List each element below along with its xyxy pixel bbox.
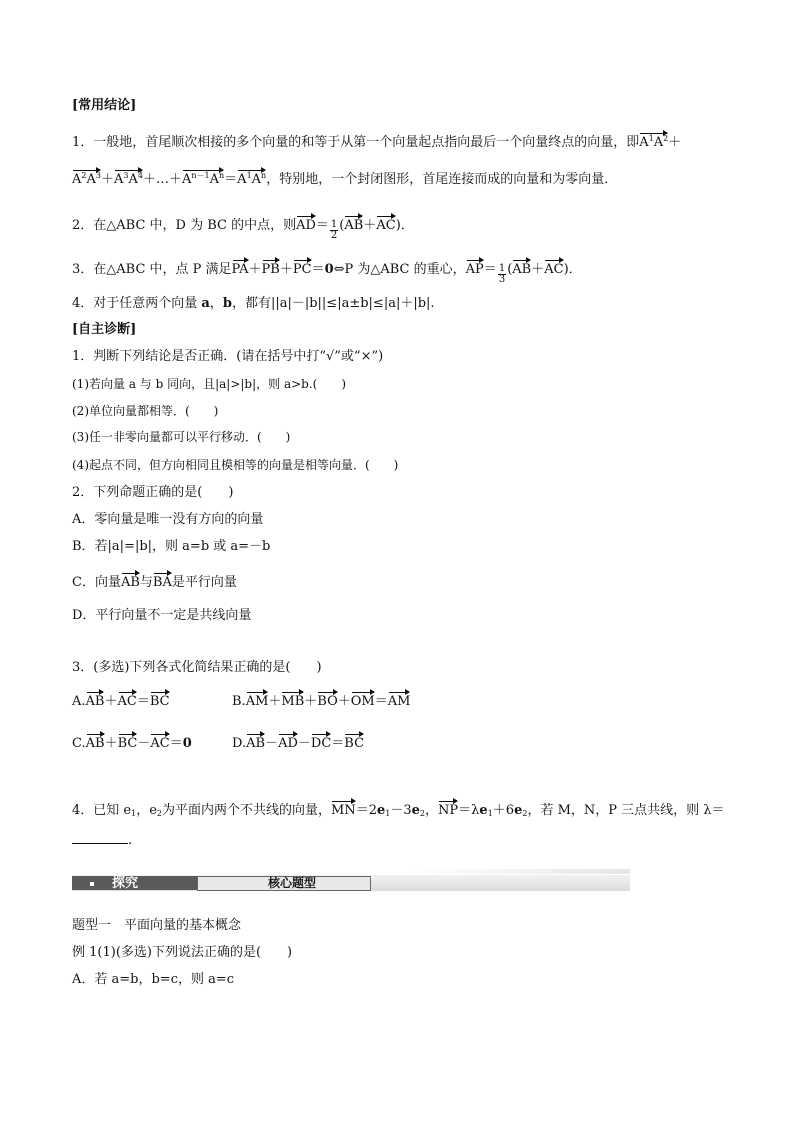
conclusion-1-line-2: $A^2A^3+A^3A^4+\dots+A^{n-1}A^n=A^1A^n$，特别地，一个封闭图形，首尾连接而成的向量和为零向量．	[72, 168, 617, 189]
section-common-conclusions: [常用结论]	[72, 98, 137, 113]
conclusion-4: 4．对于任意两个向量 a，b，都有||a|－|b||≤|a±b|≤|a|＋|b|.	[72, 296, 435, 311]
q2-option-a: A．零向量是唯一没有方向的向量	[72, 512, 264, 527]
example-1-option-a: A．若 a=b，b=c，则 a=c	[72, 972, 235, 987]
fraction-half: $\frac{1}{2}$	[330, 219, 338, 241]
q3-option-c: C.AB＋BC－AC＝0	[72, 732, 192, 753]
q3-option-a: A.AB＋AC＝BC	[72, 690, 170, 711]
section-self-diagnosis: [自主诊断]	[72, 322, 137, 337]
banner-core-topics: 核心题型	[268, 876, 317, 890]
q1-stem: 1．判断下列结论是否正确．(请在括号中打“√”或“×”)	[72, 349, 384, 364]
q3-option-d: D.AB－AD－DC＝BC	[232, 732, 364, 753]
topic-heading: 题型一 平面向量的基本概念	[72, 918, 242, 933]
square-icon	[90, 882, 94, 886]
q4-stem: 4．已知 $e_1$，$e_2$为平面内两个不共线的向量，$MN=2e_1-3e_2$，$NP=\lambda e_1+6e_2$，若 M，N，P 三点共线，则 λ＝	[72, 799, 725, 820]
q4-answer-blank[interactable]: .	[72, 832, 132, 850]
q3-stem: 3．(多选)下列各式化简结果正确的是( )	[72, 660, 322, 675]
section-banner	[72, 875, 630, 891]
q2-stem: 2．下列命题正确的是( )	[72, 485, 234, 500]
banner-explore: 探究	[112, 876, 139, 891]
conclusion-1-line-1: 1．一般地，首尾顺次相接的多个向量的和等于从第一个向量起点指向最后一个向量终点的向量，即$A^1A^2+$	[72, 131, 681, 152]
q1-item-4: (4)起点不同，但方向相同且模相等的向量是相等向量．( )	[72, 458, 399, 472]
q2-option-d: D．平行向量不一定是共线向量	[72, 608, 252, 623]
q3-option-b: B.AM＋MB＋BO＋OM＝AM	[232, 690, 410, 711]
q2-option-c: C．向量AB与BA是平行向量	[72, 571, 237, 592]
conclusion-3: 3．在△ABC 中，点 P 满足PA＋PB＋PC＝0⇔P 为△ABC 的重心，AP＝ $\frac{1}{3}$ (AB＋AC)．	[72, 258, 582, 285]
q1-item-2: (2)单位向量都相等．( )	[72, 404, 219, 418]
q2-option-b: B．若|a|=|b|，则 a=b 或 a=－b	[72, 539, 271, 554]
q1-item-1: (1)若向量 a 与 b 同向，且|a|>|b|，则 a>b.( )	[72, 377, 347, 391]
conclusion-2: 2．在△ABC 中，D 为 BC 的中点，则AD＝ $\frac{1}{2}$ (AB＋AC)．	[72, 214, 414, 241]
example-1-stem: 例 1(1)(多选)下列说法正确的是( )	[72, 945, 293, 960]
fraction-third: $\frac{1}{3}$	[498, 263, 506, 285]
q1-item-3: (3)任一非零向量都可以平行移动．( )	[72, 430, 291, 444]
